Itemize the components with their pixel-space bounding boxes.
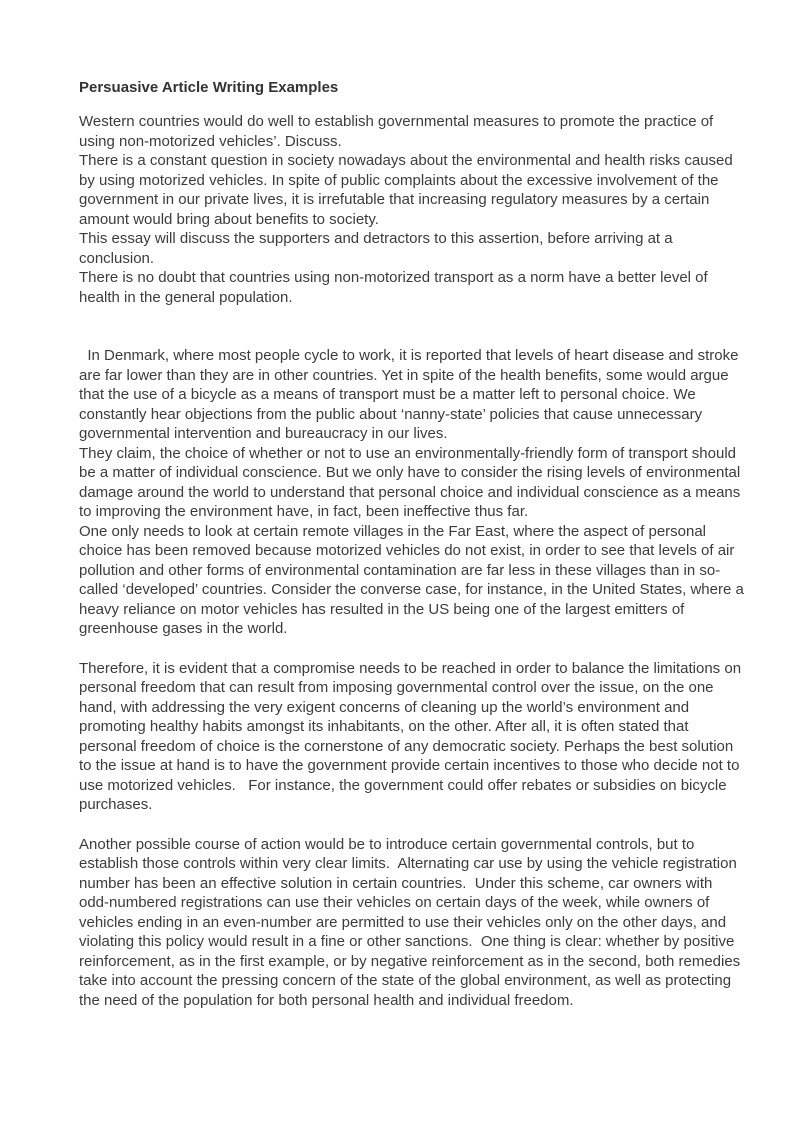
paragraph: Western countries would do well to establish governmental measures to promote the practice of using non-motorized vehicles’. Discuss.	[79, 113, 718, 150]
paragraph: There is no doubt that countries using non-motorized transport as a norm have a better level of health in the general population.	[79, 269, 712, 306]
document-title: Persuasive Article Writing Examples	[79, 79, 339, 96]
paragraph: One only needs to look at certain remote villages in the Far East, where the aspect of personal choice has been removed because motorized vehicles do not exist, in order to see that levels of air pollution and other forms of environmental contamination are far less in these villages than in so-called ‘developed’ countries. Consider the converse case, for instance, in the United States, where a heavy reliance on motor vehicles has resulted in the US being one of the largest emitters of greenhouse gases in the world.	[79, 522, 748, 637]
paragraph: They claim, the choice of whether or not to use an environmentally-friendly form of transport should be a matter of individual conscience. But we only have to consider the rising levels of environmental damage around the world to understand that personal choice and individual conscience as a means to improving the environment have, in fact, been ineffective thus far.	[79, 444, 745, 520]
paragraph: In Denmark, where most people cycle to work, it is reported that levels of heart disease and stroke are far lower than they are in other countries. Yet in spite of the health benefits, some would argue that the use of a bicycle as a means of transport must be a matter left to personal choice. We constantly hear objections from the public about ‘nanny-state’ policies that cause unnecessary governmental intervention and bureaucracy in our lives.	[79, 347, 743, 442]
paragraph: Therefore, it is evident that a compromise needs to be reached in order to balance the limitations on personal freedom that can result from imposing governmental control over the issue, on the one hand, with addressing the very exigent concerns of cleaning up the world’s environment and promoting healthy habits amongst its inhabitants, on the other. After all, it is often stated that personal freedom of choice is the cornerstone of any democratic society. Perhaps the best solution to the issue at hand is to have the government provide certain incentives to those who decide not to use motorized vehicles. For instance, the government could offer rebates or subsidies on bicycle purchases.	[79, 659, 746, 813]
paragraph: Another possible course of action would be to introduce certain governmental controls, but to establish those controls within very clear limits. Alternating car use by using the vehicle registration number has been an effective solution in certain countries. Under this scheme, car owners with odd-numbered registrations can use their vehicles on certain days of the week, while owners of vehicles ending in an even-number are permitted to use their vehicles only on the other days, and violating this policy would result in a fine or other sanctions. One thing is clear: whether by positive reinforcement, as in the first example, or by negative reinforcement as in the second, both remedies take into account the pressing concern of the state of the global environment, as well as protecting the need of the population for both personal health and individual freedom.	[79, 835, 745, 1009]
paragraph: There is a constant question in society nowadays about the environmental and health risks caused by using motorized vehicles. In spite of public complaints about the excessive involvement of the government in our private lives, it is irrefutable that increasing regulatory measures by a certain amount would bring about benefits to society.	[79, 152, 737, 228]
paragraph: This essay will discuss the supporters and detractors to this assertion, before arriving at a conclusion.	[79, 230, 677, 267]
